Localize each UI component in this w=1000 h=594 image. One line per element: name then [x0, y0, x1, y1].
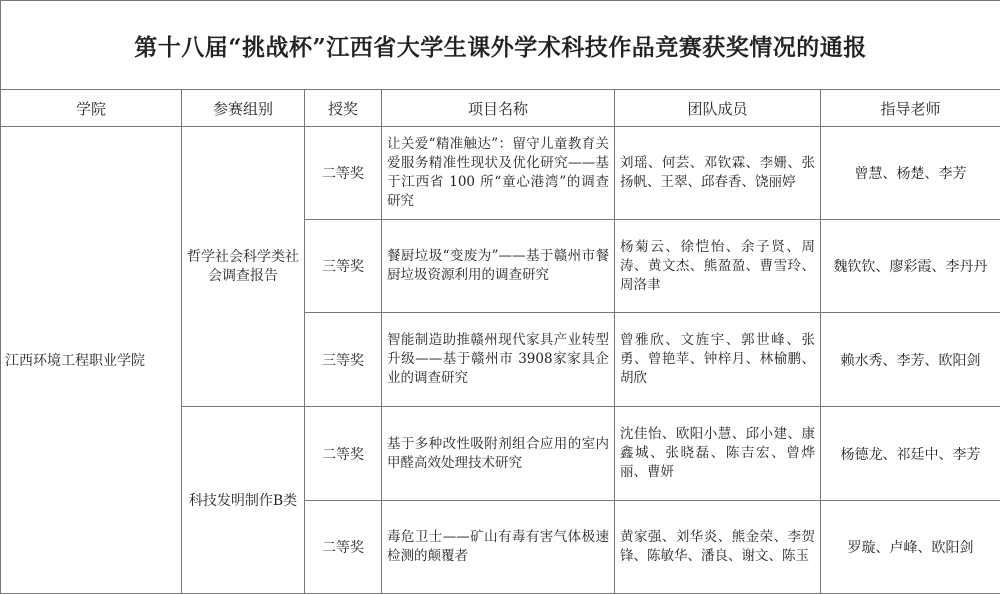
- team-cell: 曾雅欣、文旌宇、郭世峰、张勇、曾艳苹、钟梓月、林榆鹏、胡欣: [615, 313, 821, 407]
- project-cell: 让关爱“精准触达”：留守儿童教育关爱服务精准性现状及优化研究——基于江西省 100 所“童心港湾”的调查研究: [382, 127, 615, 220]
- header-award: 授奖: [305, 90, 382, 127]
- advisor-cell: 赖水秀、李芳、欧阳剑: [821, 313, 1000, 407]
- project-cell: 智能制造助推赣州现代家具产业转型升级——基于赣州市 3908家家具企业的调查研究: [382, 313, 615, 407]
- award-cell: 二等奖: [305, 407, 382, 501]
- header-group: 参赛组别: [182, 90, 305, 127]
- group-cell-tech-invention: 科技发明制作B类: [182, 407, 305, 594]
- advisor-cell: 罗璇、卢峰、欧阳剑: [821, 501, 1000, 594]
- advisor-cell: 魏钦钦、廖彩霞、李丹丹: [821, 220, 1000, 313]
- table-header-row: [1, 90, 1000, 127]
- team-cell: 刘瑶、何芸、邓钦霖、李姗、张扬帆、王翠、邱春香、饶丽婷: [615, 127, 821, 220]
- header-team: 团队成员: [615, 90, 821, 127]
- award-cell: 二等奖: [305, 127, 382, 220]
- advisor-cell: 曾慧、杨楚、李芳: [821, 127, 1000, 220]
- award-cell: 二等奖: [305, 501, 382, 594]
- college-cell: 江西环境工程职业学院: [1, 127, 182, 594]
- table-row: [1, 127, 1000, 220]
- header-college: 学院: [1, 90, 182, 127]
- team-cell: 沈佳怡、欧阳小慧、邱小建、康鑫城、张晓磊、陈吉宏、曾烨丽、曹妍: [615, 407, 821, 501]
- group-cell-social-survey: 哲学社会科学类社会调查报告: [182, 127, 305, 407]
- project-cell: 餐厨垃圾“变废为”——基于赣州市餐厨垃圾资源利用的调查研究: [382, 220, 615, 313]
- project-cell: 基于多种改性吸附剂组合应用的室内甲醛高效处理技术研究: [382, 407, 615, 501]
- page-title: 第十八届“挑战杯”江西省大学生课外学术科技作品竞赛获奖情况的通报: [1, 1, 1000, 90]
- project-cell: 毒危卫士——矿山有毒有害气体极速检测的颠覆者: [382, 501, 615, 594]
- advisor-cell: 杨德龙、祁廷中、李芳: [821, 407, 1000, 501]
- team-cell: 黄家强、刘华炎、熊金荣、李贺锋、陈敏华、潘良、谢文、陈玉: [615, 501, 821, 594]
- award-cell: 三等奖: [305, 220, 382, 313]
- header-project: 项目名称: [382, 90, 615, 127]
- award-cell: 三等奖: [305, 313, 382, 407]
- team-cell: 杨菊云、徐恺怡、余子贤、周涛、黄文杰、熊盈盈、曹雪玲、周洛聿: [615, 220, 821, 313]
- header-advisor: 指导老师: [821, 90, 1000, 127]
